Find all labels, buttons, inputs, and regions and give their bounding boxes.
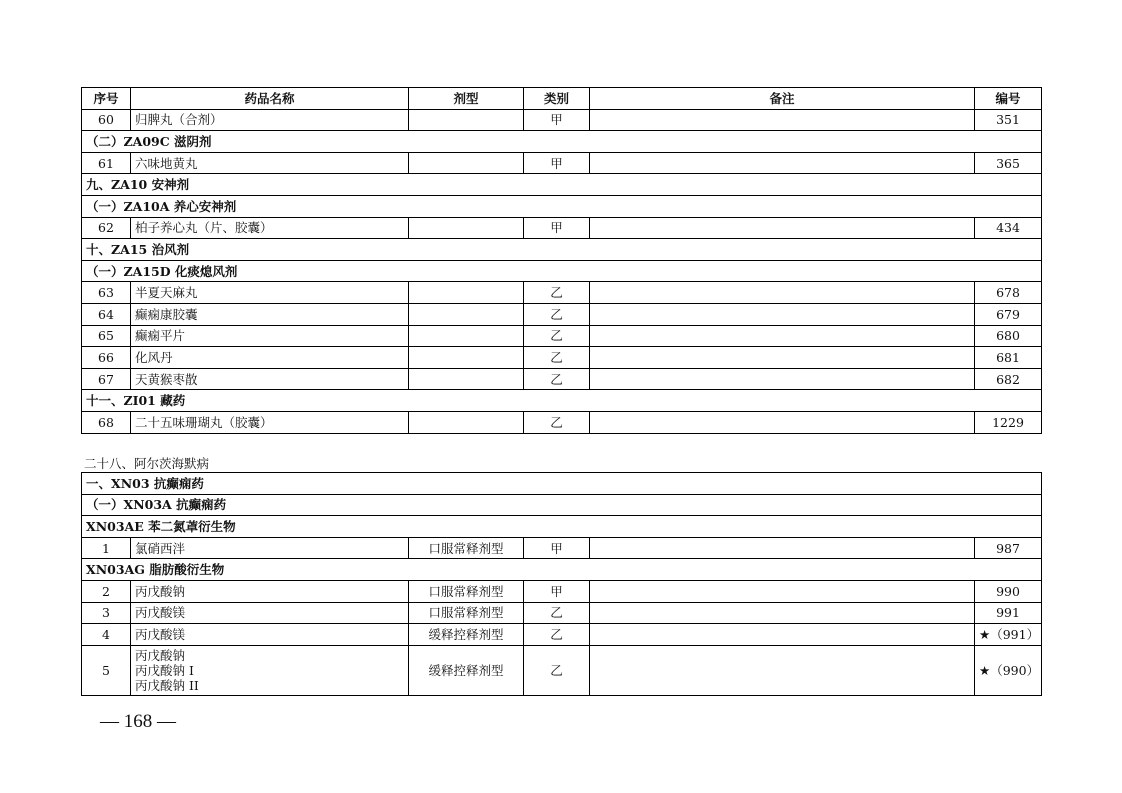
section-row [82, 260, 1042, 282]
cell-form [409, 368, 524, 390]
cell-seq: 64 [82, 303, 131, 325]
table-row [82, 303, 1042, 325]
cell-note [590, 411, 975, 433]
section-heading: 十、ZA15 治风剂 [82, 239, 1042, 261]
table-row [82, 152, 1042, 174]
cell-class: 乙 [524, 347, 590, 369]
cell-form: 口服常释剂型 [409, 602, 524, 624]
cell-seq: 63 [82, 282, 131, 304]
cell-code: 678 [975, 282, 1042, 304]
section-row [82, 174, 1042, 196]
table-row [82, 411, 1042, 433]
cell-code: 990 [975, 580, 1042, 602]
cell-class: 乙 [524, 624, 590, 646]
cell-seq: 60 [82, 109, 131, 131]
cell-note [590, 217, 975, 239]
cell-form [409, 152, 524, 174]
cell-class: 乙 [524, 411, 590, 433]
header-seq: 序号 [82, 88, 131, 110]
table-row [82, 325, 1042, 347]
section-heading: 一、XN03 抗癫痫药 [82, 473, 1042, 495]
cell-name: 化风丹 [131, 347, 409, 369]
cell-seq: 5 [82, 645, 131, 695]
cell-form [409, 347, 524, 369]
cell-name: 丙戊酸镁 [131, 602, 409, 624]
drug-name-line: 丙戊酸钠 I [135, 662, 194, 678]
cell-note [590, 602, 975, 624]
cell-name: 二十五味珊瑚丸（胶囊） [131, 411, 409, 433]
cell-seq: 62 [82, 217, 131, 239]
cell-name: 氯硝西泮 [131, 537, 409, 559]
table-header-row [82, 88, 1042, 110]
cell-name: 丙戊酸钠 [131, 580, 409, 602]
cell-seq: 3 [82, 602, 131, 624]
cell-note [590, 325, 975, 347]
drug-name-line: 丙戊酸钠 II [135, 677, 199, 693]
cell-code: 351 [975, 109, 1042, 131]
cell-class: 甲 [524, 537, 590, 559]
cell-form [409, 325, 524, 347]
cell-code: 987 [975, 537, 1042, 559]
section-row [82, 131, 1042, 153]
table-row [82, 217, 1042, 239]
section-row [82, 239, 1042, 261]
cell-form: 缓释控释剂型 [409, 624, 524, 646]
cell-form [409, 282, 524, 304]
section-heading: （二）ZA09C 滋阴剂 [82, 131, 1042, 153]
cell-name: 天黄猴枣散 [131, 368, 409, 390]
cell-name: 六味地黄丸 [131, 152, 409, 174]
section-heading: 十一、ZI01 藏药 [82, 390, 1042, 412]
section-row [82, 473, 1042, 495]
cell-class: 乙 [524, 645, 590, 695]
header-class: 类别 [524, 88, 590, 110]
cell-code: 679 [975, 303, 1042, 325]
section-heading: （一）ZA15D 化痰熄风剂 [82, 260, 1042, 282]
cell-name: 柏子养心丸（片、胶囊） [131, 217, 409, 239]
cell-seq: 68 [82, 411, 131, 433]
section-row [82, 195, 1042, 217]
drug-table-lower [81, 472, 1042, 696]
cell-note [590, 537, 975, 559]
drug-table-upper [81, 87, 1042, 434]
cell-class: 乙 [524, 368, 590, 390]
cell-class: 乙 [524, 303, 590, 325]
cell-code: ★（990） [975, 645, 1042, 695]
section-heading: XN03AG 脂肪酸衍生物 [82, 559, 1042, 581]
cell-class: 甲 [524, 217, 590, 239]
cell-form [409, 217, 524, 239]
cell-name: 丙戊酸镁 [131, 624, 409, 646]
section-heading: 九、ZA10 安神剂 [82, 174, 1042, 196]
cell-class: 甲 [524, 580, 590, 602]
header-code: 编号 [975, 88, 1042, 110]
cell-note [590, 624, 975, 646]
header-note: 备注 [590, 88, 975, 110]
cell-note [590, 282, 975, 304]
table-body-lower [82, 473, 1042, 696]
cell-note [590, 645, 975, 695]
cell-class: 乙 [524, 602, 590, 624]
cell-code: 365 [975, 152, 1042, 174]
chapter-title: 二十八、阿尔茨海默病 [84, 456, 210, 471]
table-row [82, 645, 1042, 695]
cell-code: ★（991） [975, 624, 1042, 646]
drug-name-line: 丙戊酸钠 [135, 647, 186, 663]
cell-form [409, 411, 524, 433]
cell-class: 甲 [524, 152, 590, 174]
table-body-upper [82, 109, 1042, 433]
cell-note [590, 303, 975, 325]
cell-form [409, 303, 524, 325]
cell-note [590, 580, 975, 602]
cell-seq: 4 [82, 624, 131, 646]
cell-note [590, 152, 975, 174]
cell-class: 乙 [524, 282, 590, 304]
cell-code: 991 [975, 602, 1042, 624]
cell-code: 1229 [975, 411, 1042, 433]
cell-name: 半夏天麻丸 [131, 282, 409, 304]
cell-seq: 61 [82, 152, 131, 174]
cell-note [590, 347, 975, 369]
table-row [82, 537, 1042, 559]
table-row [82, 282, 1042, 304]
cell-code: 434 [975, 217, 1042, 239]
cell-class: 甲 [524, 109, 590, 131]
section-row [82, 516, 1042, 538]
cell-note [590, 368, 975, 390]
cell-code: 682 [975, 368, 1042, 390]
table-row [82, 580, 1042, 602]
cell-form: 口服常释剂型 [409, 580, 524, 602]
section-row [82, 559, 1042, 581]
header-name: 药品名称 [131, 88, 409, 110]
cell-seq: 2 [82, 580, 131, 602]
cell-seq: 65 [82, 325, 131, 347]
cell-code: 680 [975, 325, 1042, 347]
cell-code: 681 [975, 347, 1042, 369]
table-row [82, 602, 1042, 624]
cell-note [590, 109, 975, 131]
cell-form [409, 109, 524, 131]
page-number: — 168 — [100, 711, 176, 732]
table-row [82, 368, 1042, 390]
cell-seq: 66 [82, 347, 131, 369]
section-heading: XN03AE 苯二氮䓬衍生物 [82, 516, 1042, 538]
table-row [82, 624, 1042, 646]
cell-name [131, 645, 409, 695]
section-row [82, 390, 1042, 412]
section-row [82, 494, 1042, 516]
cell-name: 归脾丸（合剂） [131, 109, 409, 131]
cell-name: 癫痫平片 [131, 325, 409, 347]
header-form: 剂型 [409, 88, 524, 110]
table-row [82, 347, 1042, 369]
cell-seq: 67 [82, 368, 131, 390]
cell-form: 缓释控释剂型 [409, 645, 524, 695]
cell-form: 口服常释剂型 [409, 537, 524, 559]
cell-name: 癫痫康胶囊 [131, 303, 409, 325]
section-heading: （一）ZA10A 养心安神剂 [82, 195, 1042, 217]
section-heading: （一）XN03A 抗癫痫药 [82, 494, 1042, 516]
cell-class: 乙 [524, 325, 590, 347]
table-row [82, 109, 1042, 131]
cell-seq: 1 [82, 537, 131, 559]
